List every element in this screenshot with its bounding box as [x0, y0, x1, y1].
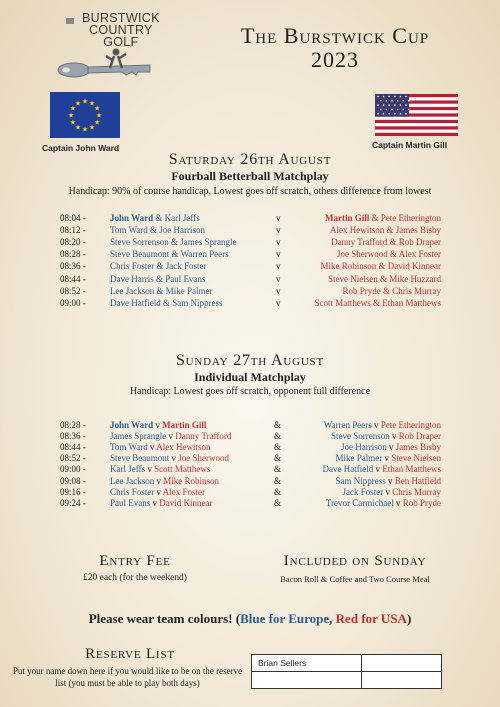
europe-player: Trevor Carmichael: [325, 497, 394, 508]
match-a: [110, 497, 212, 509]
usa-pair: [325, 212, 441, 224]
europe-player-a: Steve Sorrenson: [110, 237, 169, 248]
tee-time: 08:04 -: [60, 213, 86, 223]
star-icon: [400, 104, 402, 106]
usa-player-a: Danny Trafford: [331, 237, 388, 248]
usa-player-b: Rob Draper: [398, 237, 441, 248]
match-b: [326, 497, 441, 509]
star-icon: ★: [81, 97, 89, 106]
usa-player-b: David Kinnear: [387, 261, 441, 272]
cup-year: 2023: [311, 47, 359, 72]
saturday-handicap: Handicap: 90% of course handicap, Lowest goes off scratch, others difference from lowest: [68, 186, 432, 197]
stripe: [375, 126, 458, 129]
usa-player: Mike Robinson: [163, 475, 219, 486]
versus: v: [169, 453, 179, 464]
star-icon: [402, 100, 404, 102]
star-icon: ★: [74, 123, 82, 132]
usa-player: Steve Nielsen: [391, 453, 441, 464]
versus: v: [389, 431, 399, 442]
usa-player-a: Martin Gill: [324, 213, 370, 223]
included-text: Bacon Roll & Coffee and Two Course Meal: [280, 574, 430, 584]
match-separator: &: [274, 464, 282, 475]
tee-time: 08:28 -: [60, 420, 86, 430]
star-icon: ★: [93, 118, 101, 127]
europe-pair: [110, 236, 237, 248]
versus: v: [276, 213, 281, 223]
match-row: [0, 497, 500, 509]
europe-player-a: Dave Hatfield: [110, 297, 161, 308]
entry-fee-text: £20 each (for the weekend): [83, 573, 187, 583]
star-icon: ★: [69, 104, 77, 113]
saturday-format: Fourball Betterball Matchplay: [171, 169, 329, 183]
usa-pair: [342, 285, 441, 297]
europe-player: Chris Foster: [110, 486, 155, 497]
club-logo: [52, 11, 160, 80]
pair-separator: &: [168, 237, 181, 248]
star-icon: [397, 100, 399, 102]
usa-pair: [320, 260, 441, 272]
pair-separator: &: [380, 285, 393, 296]
europe-pair: [110, 285, 213, 297]
star-icon: ★: [88, 123, 96, 132]
europe-player-b: Karl Jeffs: [164, 213, 200, 223]
usa-player-a: Rob Pryde: [342, 285, 381, 296]
star-icon: ★: [67, 111, 75, 120]
pair-separator: &: [387, 249, 399, 260]
versus: v: [276, 285, 281, 296]
europe-player-b: Paul Evans: [165, 273, 206, 284]
europe-player: Lee Jackson: [110, 475, 155, 486]
versus: v: [276, 261, 281, 272]
pair-separator: &: [387, 237, 399, 248]
star-icon: [383, 113, 385, 115]
europe-player: Steve Beaumont: [110, 453, 170, 464]
star-icon: [391, 109, 393, 111]
tee-time: 09:16 -: [60, 486, 86, 497]
europe-player: Mike Palmer: [335, 453, 383, 464]
europe-player: Dave Hatfield: [322, 464, 374, 475]
usa-player-a: Mike Robinson: [320, 261, 377, 272]
versus: v: [382, 453, 392, 464]
star-icon: [405, 96, 407, 98]
stripe: [375, 133, 458, 136]
star-icon: [383, 104, 385, 106]
europe-player-a: Steve Beaumont: [110, 249, 170, 260]
europe-player: Jack Foster: [342, 486, 384, 497]
usa-player: James Bisby: [395, 442, 441, 453]
star-icon: [394, 104, 396, 106]
usa-player: Ethan Matthews: [382, 464, 441, 475]
usa-player: Danny Trafford: [175, 431, 232, 442]
versus: v: [386, 442, 396, 453]
europe-player-a: John Ward: [110, 213, 154, 223]
star-icon: [377, 96, 379, 98]
match-row: [0, 224, 500, 236]
match-row: [0, 260, 500, 272]
match-row: [0, 297, 500, 309]
usa-player: Rob Draper: [398, 431, 441, 442]
tee-time: 09:00 -: [60, 464, 86, 475]
stripe: [375, 120, 458, 123]
star-icon: [391, 100, 393, 102]
match-row: [0, 236, 500, 248]
versus: v: [383, 486, 393, 497]
tee-time: 08:28 -: [60, 249, 86, 260]
entry-fee-title: Entry Fee: [99, 553, 171, 569]
usa-player: Chris Murray: [392, 486, 441, 497]
usa-player-b: James Bisby: [395, 225, 441, 236]
usa-player: Pete Etherington: [380, 420, 441, 430]
match-row: [0, 248, 500, 260]
star-icon: [386, 109, 388, 111]
included-title: Included on Sunday: [283, 553, 427, 569]
usa-player-a: Joe Sherwood: [336, 249, 388, 260]
tee-time: 08:52 -: [60, 285, 86, 296]
versus: v: [145, 464, 155, 475]
star-icon: [388, 113, 390, 115]
tee-time: 09:00 -: [60, 297, 86, 308]
match-separator: &: [274, 453, 282, 464]
europe-player-b: Joe Harrison: [159, 225, 205, 236]
match-separator: &: [274, 475, 282, 486]
europe-player: Joe Harrison: [340, 442, 387, 453]
star-icon: ★: [95, 111, 103, 120]
match-separator: &: [274, 442, 282, 453]
usa-pair: [328, 273, 441, 285]
usa-pair: [331, 236, 441, 248]
europe-player: Sam Nippress: [335, 475, 386, 486]
versus: v: [393, 497, 403, 508]
match-row: [0, 273, 500, 285]
pair-separator: &: [169, 249, 181, 260]
usa-pair: [337, 248, 441, 260]
usa-flag-icon: [375, 94, 458, 136]
europe-player: Tom Ward: [110, 442, 148, 453]
reserve-slot-4[interactable]: [362, 672, 442, 689]
europe-pair: [110, 273, 206, 285]
reserve-list-table: [251, 654, 442, 689]
tee-time: 08:44 -: [60, 273, 86, 284]
europe-pair: [110, 224, 205, 236]
usa-player: David Kinnear: [159, 497, 213, 508]
pair-separator: &: [147, 225, 160, 236]
europe-pair: [110, 297, 223, 309]
tee-time: 08:44 -: [60, 442, 86, 453]
sunday-format: Individual Matchplay: [194, 370, 306, 384]
sunday-title: Sunday 27th August: [175, 352, 324, 369]
star-icon: [394, 113, 396, 115]
pair-separator: &: [376, 261, 388, 272]
pair-separator: &: [153, 273, 166, 284]
usa-player-b: Ethan Matthews: [382, 297, 441, 308]
pair-separator: &: [384, 225, 396, 236]
match-row: [0, 212, 500, 224]
europe-player: John Ward: [110, 420, 154, 430]
usa-player: Alex Hewitson: [156, 442, 211, 453]
europe-pair: [110, 212, 200, 224]
europe-player-a: Chris Foster: [110, 261, 155, 272]
europe-player: Warren Peers: [323, 420, 372, 430]
europe-player-a: Tom Ward: [110, 225, 148, 236]
star-icon: ★: [69, 118, 77, 127]
usa-player: Scott Matthews: [154, 464, 211, 475]
versus: v: [154, 486, 163, 497]
usa-player: Ben Hatfield: [394, 475, 441, 486]
colours-prefix: Please wear team colours! (: [88, 611, 241, 626]
europe-player: James Sprangle: [110, 431, 167, 442]
star-icon: [380, 109, 382, 111]
star-icon: ★: [88, 99, 96, 108]
star-icon: [388, 104, 390, 106]
reserve-list-note: Put your name down here if you would like to be on the reserve list (you must be able to play both days): [12, 666, 243, 688]
versus: v: [150, 497, 160, 508]
europe-player-b: James Sprangle: [180, 237, 237, 248]
usa-player-b: Pete Etherington: [380, 213, 441, 223]
usa-player: Alex Foster: [162, 486, 206, 497]
europe-player-b: Mike Palmer: [165, 285, 213, 296]
star-icon: [400, 96, 402, 98]
tee-time: 09:08 -: [60, 475, 86, 486]
pair-separator: &: [160, 297, 173, 308]
europe-pair: [110, 248, 229, 260]
usa-pair: [314, 297, 441, 309]
pair-separator: &: [154, 285, 166, 296]
match-separator: &: [274, 497, 282, 508]
reserve-slot-3[interactable]: [252, 672, 362, 689]
versus: v: [373, 464, 383, 475]
europe-player-b: Jack Foster: [165, 261, 207, 272]
europe-pair: [110, 260, 207, 272]
tee-time: 08:12 -: [60, 225, 86, 236]
match-separator: &: [274, 486, 282, 497]
versus: v: [371, 420, 381, 430]
match-separator: &: [274, 420, 282, 430]
star-icon: ★: [74, 99, 82, 108]
usa-player-b: Chris Murray: [392, 285, 441, 296]
star-icon: [388, 96, 390, 98]
versus: v: [154, 475, 164, 486]
pair-separator: &: [154, 261, 166, 272]
versus: v: [147, 442, 157, 453]
tee-time: 09:24 -: [60, 497, 86, 508]
saturday-title: Saturday 26th August: [168, 151, 332, 168]
star-icon: [394, 96, 396, 98]
star-icon: [400, 113, 402, 115]
star-icon: [386, 100, 388, 102]
reserve-slot-2[interactable]: [362, 655, 442, 672]
star-icon: ★: [81, 125, 89, 134]
usa-player-a: Scott Matthews: [314, 297, 371, 308]
logo-line-2: COUNTRY: [89, 23, 153, 37]
star-icon: [397, 109, 399, 111]
star-icon: [408, 109, 410, 111]
usa-player-a: Alex Hewitson: [329, 225, 385, 236]
star-icon: [377, 104, 379, 106]
pair-separator: &: [369, 213, 381, 223]
reserve-slot-1[interactable]: Brian Sellers: [252, 655, 362, 672]
tee-time: 08:52 -: [60, 453, 86, 464]
pair-separator: &: [370, 297, 383, 308]
usa-player-b: Alex Foster: [398, 249, 441, 260]
colours-usa: Red for USA: [335, 611, 407, 626]
versus: v: [276, 273, 281, 284]
usa-pair: [330, 224, 441, 236]
star-icon: ★: [93, 104, 101, 113]
europe-player-b: Sam Nippress: [172, 297, 223, 308]
star-icon: [380, 100, 382, 102]
match-separator: &: [274, 431, 282, 442]
tee-time: 08:20 -: [60, 237, 86, 248]
colours-europe: Blue for Europe: [240, 611, 330, 626]
match-row: [0, 285, 500, 297]
usa-player: Joe Sherwood: [178, 453, 229, 464]
europe-player-a: Dave Harris: [110, 273, 154, 284]
europe-player-b: Warren Peers: [180, 249, 229, 260]
pair-separator: &: [153, 213, 165, 223]
star-icon: [405, 104, 407, 106]
europe-player: Paul Evans: [110, 497, 151, 508]
usa-player: Martin Gill: [162, 420, 207, 430]
versus: v: [153, 420, 163, 430]
versus: v: [166, 431, 176, 442]
europe-player-a: Lee Jackson: [110, 285, 155, 296]
star-icon: [402, 109, 404, 111]
versus: v: [276, 237, 281, 248]
cup-title: The Burstwick Cup: [240, 23, 430, 48]
star-icon: [405, 113, 407, 115]
captain-usa: Captain Martin Gill: [372, 140, 448, 150]
sunday-handicap: Handicap: Lowest goes off scratch, opponent full difference: [129, 386, 371, 397]
versus: v: [276, 297, 281, 308]
star-icon: [377, 113, 379, 115]
star-icon: [408, 100, 410, 102]
europe-player: Karl Jeffs: [110, 464, 146, 475]
team-colours-note: [0, 611, 500, 627]
star-icon: [383, 96, 385, 98]
pair-separator: &: [377, 273, 390, 284]
canton: [375, 94, 409, 117]
usa-player-b: Mike Huzzard: [389, 273, 441, 284]
logo-line-3: GOLF: [103, 35, 139, 49]
versus: v: [276, 225, 281, 236]
usa-player-a: Steve Nielsen: [328, 273, 378, 284]
versus: v: [385, 475, 395, 486]
versus: v: [276, 249, 281, 260]
europe-flag-icon: [50, 92, 120, 138]
tee-time: 08:36 -: [60, 261, 86, 272]
europe-player: Steve Sorrenson: [331, 431, 390, 442]
logo-line-1: BURSTWICK: [82, 11, 160, 25]
colours-comma: ,: [329, 611, 336, 626]
usa-player: Rob Pryde: [402, 497, 441, 508]
colours-suffix: ): [406, 611, 412, 626]
captain-europe: Captain John Ward: [42, 143, 120, 153]
page-title: [215, 24, 455, 72]
reserve-list-title: Reserve List: [85, 646, 175, 662]
tee-time: 08:36 -: [60, 431, 86, 442]
